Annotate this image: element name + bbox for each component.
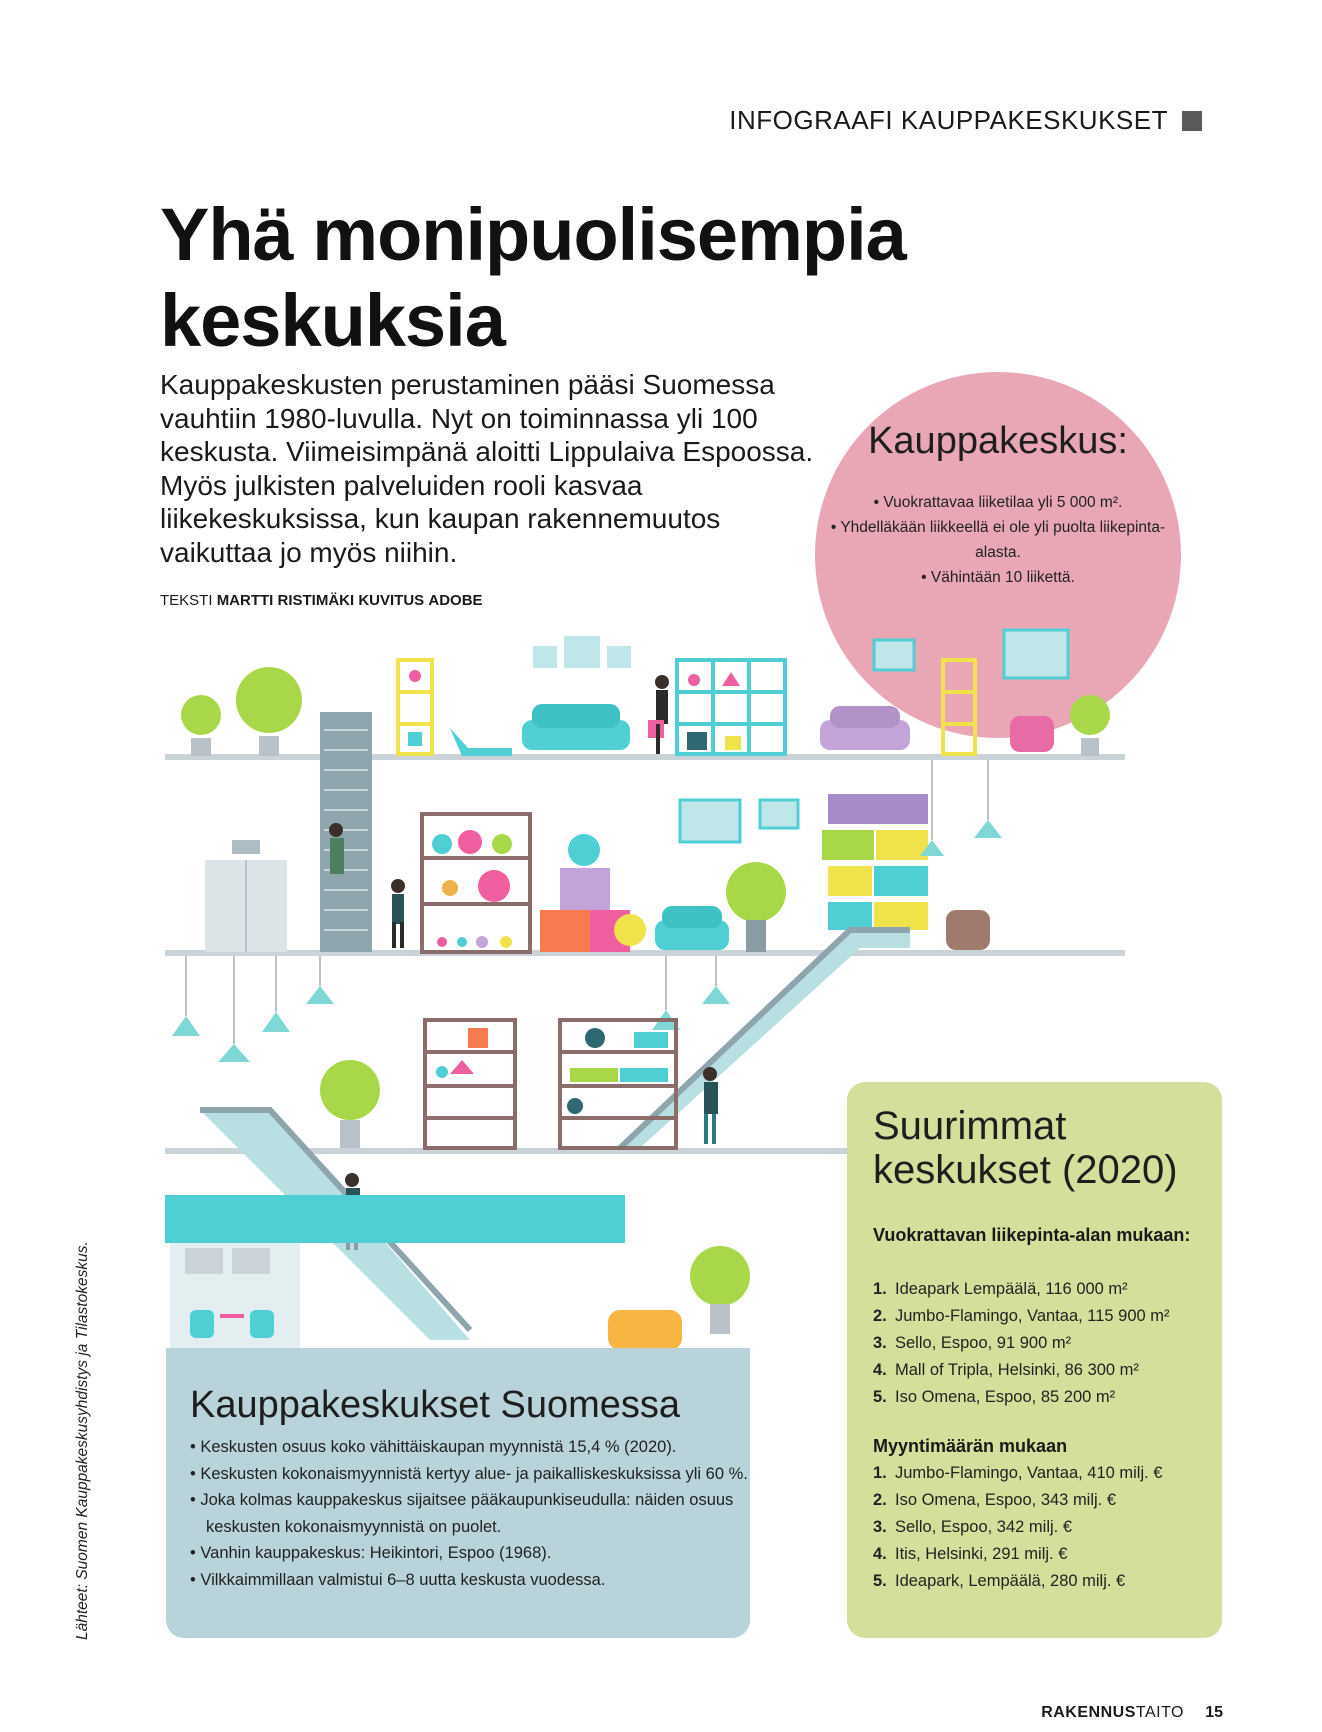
credits-illustrator: ADOBE bbox=[428, 592, 483, 609]
by-area-heading: Vuokrattavan liikepinta-alan mukaan: bbox=[873, 1225, 1191, 1245]
plant-icon bbox=[181, 695, 221, 756]
lead-paragraph: Kauppakeskusten perustaminen pääsi Suomessa vauhtiin 1980-luvulla. Nyt on toiminnassa yli 100 keskusta. Viimeisimpänä aloitti Lippulaiva Espoossa. Myös julkisten palveluiden rooli kasvaa liikekeskuksissa, kun kaupan rakennemuutos vaikuttaa jo myös niihin. bbox=[160, 369, 814, 568]
wall-frame bbox=[607, 646, 631, 668]
sofa-orange bbox=[608, 1310, 682, 1350]
yellow-shelf-right bbox=[943, 660, 975, 754]
list-item: • Vilkkaimmillaan valmistui 6–8 uutta keskusta vuodessa. bbox=[190, 1570, 606, 1589]
credits bbox=[160, 592, 483, 609]
armchair-pink bbox=[1010, 716, 1054, 752]
plant-icon bbox=[1070, 695, 1110, 756]
definition-list bbox=[830, 490, 1166, 590]
section-label bbox=[729, 105, 1202, 136]
wall-frame bbox=[680, 800, 740, 842]
list-item: 1. Jumbo-Flamingo, Vantaa, 410 milj. € bbox=[873, 1464, 1163, 1482]
wall-frame bbox=[1004, 630, 1068, 678]
sofa-teal-small bbox=[655, 906, 729, 950]
floor-middle bbox=[165, 950, 1125, 956]
credits-text-label: TEKSTI bbox=[160, 592, 213, 609]
by-area-list bbox=[873, 1276, 1213, 1411]
plant-icon bbox=[320, 1060, 380, 1148]
credits-author: MARTTI RISTIMÄKI bbox=[216, 592, 355, 609]
elevator-doors bbox=[205, 840, 287, 952]
page-number: 15 bbox=[1205, 1704, 1223, 1721]
wall-frame bbox=[533, 646, 557, 668]
list-item: 2. Jumbo-Flamingo, Vantaa, 115 900 m² bbox=[873, 1307, 1170, 1325]
list-item: • Vanhin kauppakeskus: Heikintori, Espoo (1968). bbox=[190, 1544, 552, 1562]
list-item: 4. Mall of Tripla, Helsinki, 86 300 m² bbox=[873, 1361, 1139, 1379]
plant-icon bbox=[236, 667, 302, 756]
armchair-brown bbox=[946, 910, 990, 950]
box bbox=[560, 868, 610, 910]
definition-item: • Vähintään 10 liikettä. bbox=[921, 569, 1075, 586]
list-item: 2. Iso Omena, Espoo, 343 milj. € bbox=[873, 1491, 1117, 1509]
section-square-icon bbox=[1182, 111, 1202, 131]
list-item: • Keskusten kokonaismyynnistä kertyy alue- ja paikalliskeskuksissa yli 60 %. bbox=[190, 1464, 748, 1483]
box bbox=[540, 910, 590, 952]
wall-frame bbox=[564, 636, 600, 668]
wall-frame bbox=[874, 640, 914, 670]
list-item: 5. Iso Omena, Espoo, 85 200 m² bbox=[873, 1388, 1116, 1406]
escalator-rider-figure bbox=[329, 823, 344, 874]
largest-title: Suurimmat keskukset (2020) bbox=[873, 1104, 1178, 1192]
lounge-chair bbox=[450, 728, 512, 756]
definition-title: Kauppakeskus: bbox=[868, 420, 1128, 462]
definition-item: • Yhdelläkään liikkeellä ei ole yli puolta liikepinta-alasta. bbox=[830, 519, 1166, 561]
finland-list bbox=[190, 1434, 750, 1593]
wall-art bbox=[828, 794, 928, 824]
walking-figure bbox=[391, 879, 405, 948]
list-item: 4. Itis, Helsinki, 291 milj. € bbox=[873, 1545, 1068, 1563]
plant-icon bbox=[690, 1246, 750, 1334]
credits-illustration-label: KUVITUS bbox=[358, 592, 425, 609]
sofa-teal bbox=[522, 704, 630, 750]
ceiling-lamp-icon bbox=[920, 760, 1002, 856]
list-item: • Joka kolmas kauppakeskus sijaitsee pääkaupunkiseudulla: näiden osuus keskusten kokonaismyynnistä on puolet. bbox=[190, 1491, 734, 1536]
list-item: 3. Sello, Espoo, 91 900 m² bbox=[873, 1334, 1072, 1352]
sofa-purple bbox=[820, 706, 910, 750]
floor-top bbox=[165, 754, 1125, 760]
finland-title: Kauppakeskukset Suomessa bbox=[190, 1384, 681, 1426]
shopper-figure bbox=[648, 675, 669, 754]
list-item: 1. Ideapark Lempäälä, 116 000 m² bbox=[873, 1280, 1128, 1298]
plant-icon bbox=[726, 862, 786, 952]
definition-item: • Vuokrattavaa liiketilaa yli 5 000 m². bbox=[873, 494, 1123, 511]
by-sales-list bbox=[873, 1460, 1213, 1595]
sources-note: Lähteet: Suomen Kauppakeskusyhdistys ja Tilastokeskus. bbox=[74, 1241, 91, 1640]
list-item: • Keskusten osuus koko vähittäiskaupan myynnistä 15,4 % (2020). bbox=[190, 1438, 677, 1456]
list-item: 5. Ideapark, Lempäälä, 280 milj. € bbox=[873, 1572, 1126, 1590]
footer-brand: RAKENNUSTAITO bbox=[1041, 1704, 1184, 1721]
wall-frame bbox=[760, 800, 798, 828]
list-item: 3. Sello, Espoo, 342 milj. € bbox=[873, 1518, 1073, 1536]
staircase bbox=[320, 712, 372, 952]
by-sales-heading: Myyntimäärän mukaan bbox=[873, 1436, 1068, 1456]
section-label-text: INFOGRAAFI KAUPPAKESKUKSET bbox=[729, 105, 1168, 135]
headline: Yhä monipuolisempia keskuksia bbox=[160, 193, 906, 362]
